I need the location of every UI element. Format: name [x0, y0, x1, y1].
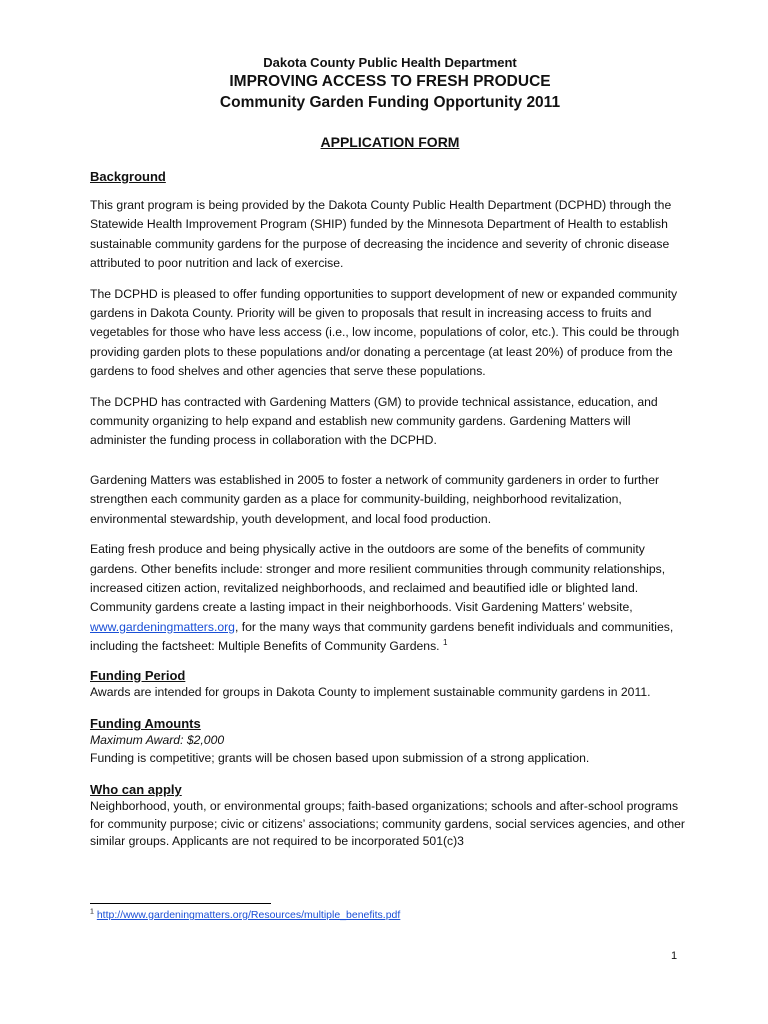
title-block	[90, 54, 690, 113]
background-paragraph-5	[90, 540, 690, 656]
title-secondary: Community Garden Funding Opportunity 2011	[219, 94, 561, 111]
document-page	[90, 54, 690, 851]
footnote-divider	[90, 903, 271, 904]
footnote-marker: 1	[90, 908, 94, 916]
funding-period-section	[90, 667, 690, 702]
who-can-apply-section	[90, 781, 690, 851]
footnote-url-link[interactable]: http://www.gardeningmatters.org/Resources/multiple_benefits.pdf	[96, 909, 401, 921]
form-title: APPLICATION FORM	[320, 134, 460, 150]
who-can-apply-text: Neighborhood, youth, or environmental groups; faith-based organizations; schools and after-school programs for community purpose; civic or citizens’ associations; community gardens, social services agencies, and other similar groups. Applicants are not required to be incorporated 501(c)3	[90, 799, 685, 849]
funding-amounts-heading: Funding Amounts	[90, 716, 201, 732]
title-primary: IMPROVING ACCESS TO FRESH PRODUCE	[229, 73, 551, 90]
background-paragraph-1: This grant program is being provided by the Dakota County Public Health Department (DCPHD) through the Statewide Health Improvement Program (SHIP) funded by the Minnesota Department of Health to establish sustainable community gardens for the purpose of decreasing the incidence and severity of chronic disease attributed to poor nutrition and lack of exercise.	[90, 198, 672, 271]
footnote	[90, 909, 400, 921]
background-heading: Background	[90, 169, 166, 184]
background-paragraph-3: The DCPHD has contracted with Gardening Matters (GM) to provide technical assistance, education, and community organizing to help expand and establish new community gardens. Gardening Matters will administer the funding process in collaboration with the DCPHD.	[90, 394, 658, 448]
background-paragraph-2: The DCPHD is pleased to offer funding opportunities to support development of new or expanded community gardens in Dakota County. Priority will be given to proposals that result in increasing access to fruits and vegetables for those who have less access (i.e., low income, populations of color, etc.). This could be through providing garden plots to these populations and/or donating a percentage (at least 20%) of produce from the gardens to food shelves and other agencies that serve these populations.	[90, 286, 680, 379]
funding-period-heading: Funding Period	[90, 667, 186, 683]
funding-amounts-text: Funding is competitive; grants will be chosen based upon submission of a strong application.	[90, 750, 590, 765]
paragraph-5-text-before: Eating fresh produce and being physically active in the outdoors are some of the benefits of community gardens. Other benefits include: stronger and more resilient communities through community relationships, increased citizen action, revitalized neighborhoods, and reclaimed and beautified idle or blighted land. Community gardens create a lasting impact in their neighborhoods. Visit Gardening Matters’ website,	[90, 542, 666, 615]
gardening-matters-link[interactable]: www.gardeningmatters.org	[90, 619, 235, 634]
who-can-apply-heading: Who can apply	[90, 782, 182, 798]
paragraph-5-text-after: , for the many ways that community gardens benefit individuals and communities, including the factsheet: Multiple Benefits of Community Gardens.	[90, 619, 674, 654]
org-name: Dakota County Public Health Department	[263, 55, 517, 70]
funding-period-text: Awards are intended for groups in Dakota County to implement sustainable community gardens in 2011.	[90, 684, 651, 699]
maximum-award: Maximum Award: $2,000	[90, 733, 225, 748]
funding-amounts-section	[90, 715, 690, 767]
background-paragraph-4: Gardening Matters was established in 2005 to foster a network of community gardeners in order to further strengthen each community garden as a place for community-building, neighborhood revitalization, environmental stewardship, youth development, and local food production.	[90, 472, 660, 526]
page-number: 1	[671, 950, 678, 962]
footnote-reference[interactable]: 1	[442, 638, 448, 648]
